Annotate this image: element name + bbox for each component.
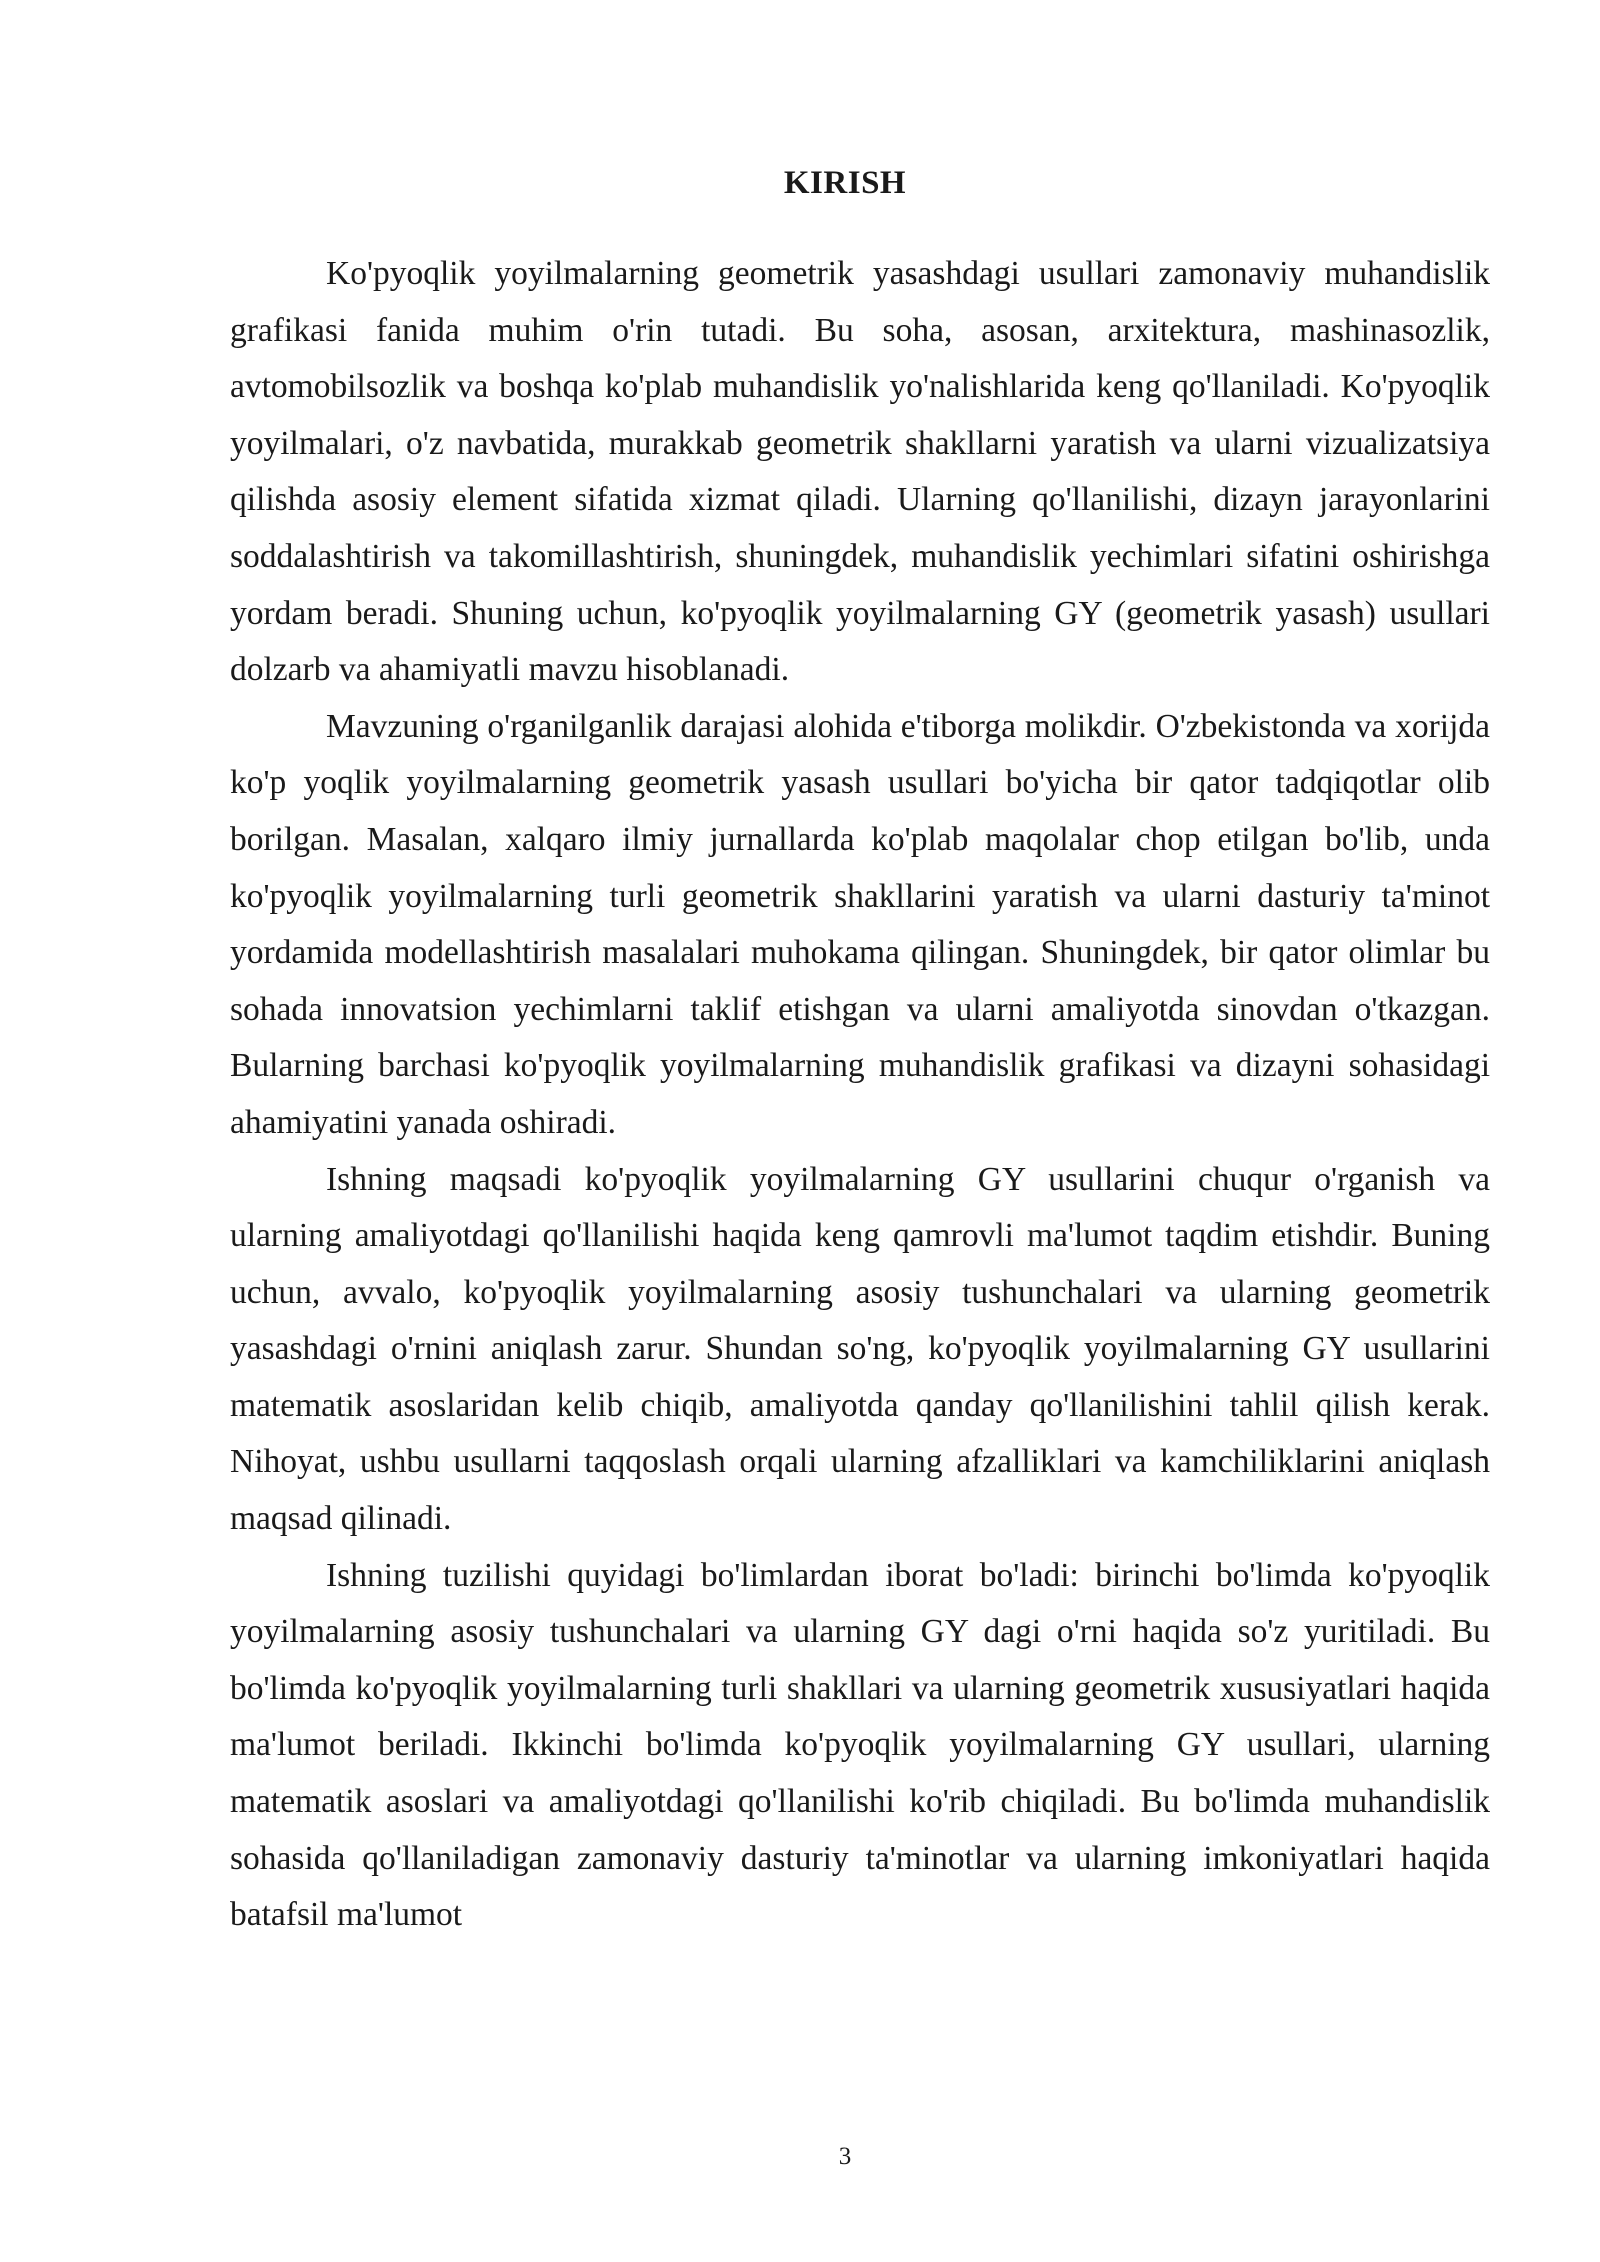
body-text [230,246,1490,1944]
paragraph-research-level: Mavzuning o'rganilganlik darajasi alohida e'tiborga molikdir. O'zbekistonda va xorijda ko'p yoqlik yoyilmalarning geometrik yasash usullari bo'yicha bir qator tadqiqotlar olib borilgan. Masalan, xalqaro ilmiy jurnallarda ko'plab maqolalar chop etilgan bo'lib, unda ko'pyoqlik yoyilmalarning turli geometrik shakllarini yaratish va ularni dasturiy ta'minot yordamida modellashtirish masalalari muhokama qilingan. Shuningdek, bir qator olimlar bu sohada innovatsion yechimlarni taklif etishgan va ularni amaliyotda sinovdan o'tkazgan. Bularning barchasi ko'pyoqlik yoyilmalarning muhandislik grafikasi va dizayni sohasidagi ahamiyatini yanada oshiradi. [230,707,1490,1141]
paragraph-introduction: Ko'pyoqlik yoyilmalarning geometrik yasashdagi usullari zamonaviy muhandislik grafikasi fanida muhim o'rin tutadi. Bu soha, asosan, arxitektura, mashinasozlik, avtomobilsozlik va boshqa ko'plab muhandislik yo'nalishlarida keng qo'llaniladi. Ko'pyoqlik yoyilmalari, o'z navbatida, murakkab geometrik shakllarni yaratish va ularni vizualizatsiya qilishda asosiy element sifatida xizmat qiladi. Ularning qo'llanilishi, dizayn jarayonlarini soddalashtirish va takomillashtirish, shuningdek, muhandislik yechimlari sifatini oshirishga yordam beradi. Shuning uchun, ko'pyoqlik yoyilmalarning GY (geometrik yasash) usullari dolzarb va ahamiyatli mavzu hisoblanadi. [230,255,1490,689]
paragraph-structure: Ishning tuzilishi quyidagi bo'limlardan iborat bo'ladi: birinchi bo'limda ko'pyoqlik yoyilmalarning asosiy tushunchalari va ularning GY dagi o'rni haqida so'z yuritiladi. Bu bo'limda ko'pyoqlik yoyilmalarning turli shakllari va ularning geometrik xususiyatlari haqida ma'lumot beriladi. Ikkinchi bo'limda ko'pyoqlik yoyilmalarning GY usullari, ularning matematik asoslari va amaliyotdagi qo'llanilishi ko'rib chiqiladi. Bu bo'limda muhandislik sohasida qo'llaniladigan zamonaviy dasturiy ta'minotlar va ularning imkoniyatlari haqida batafsil ma'lumot [230,1556,1490,1934]
paragraph-goal: Ishning maqsadi ko'pyoqlik yoyilmalarning GY usullarini chuqur o'rganish va ularning amaliyotdagi qo'llanilishi haqida keng qamrovli ma'lumot taqdim etishdir. Buning uchun, avvalo, ko'pyoqlik yoyilmalarning asosiy tushunchalari va ularning geometrik yasashdagi o'rnini aniqlash zarur. Shundan so'ng, ko'pyoqlik yoyilmalarning GY usullarini matematik asoslaridan kelib chiqib, amaliyotda qanday qo'llanilishini tahlil qilish kerak. Nihoyat, ushbu usullarni taqqoslash orqali ularning afzalliklari va kamchiliklarini aniqlash maqsad qilinadi. [230,1160,1490,1538]
section-heading: KIRISH [783,165,907,201]
page-number: 3 [838,2143,852,2170]
